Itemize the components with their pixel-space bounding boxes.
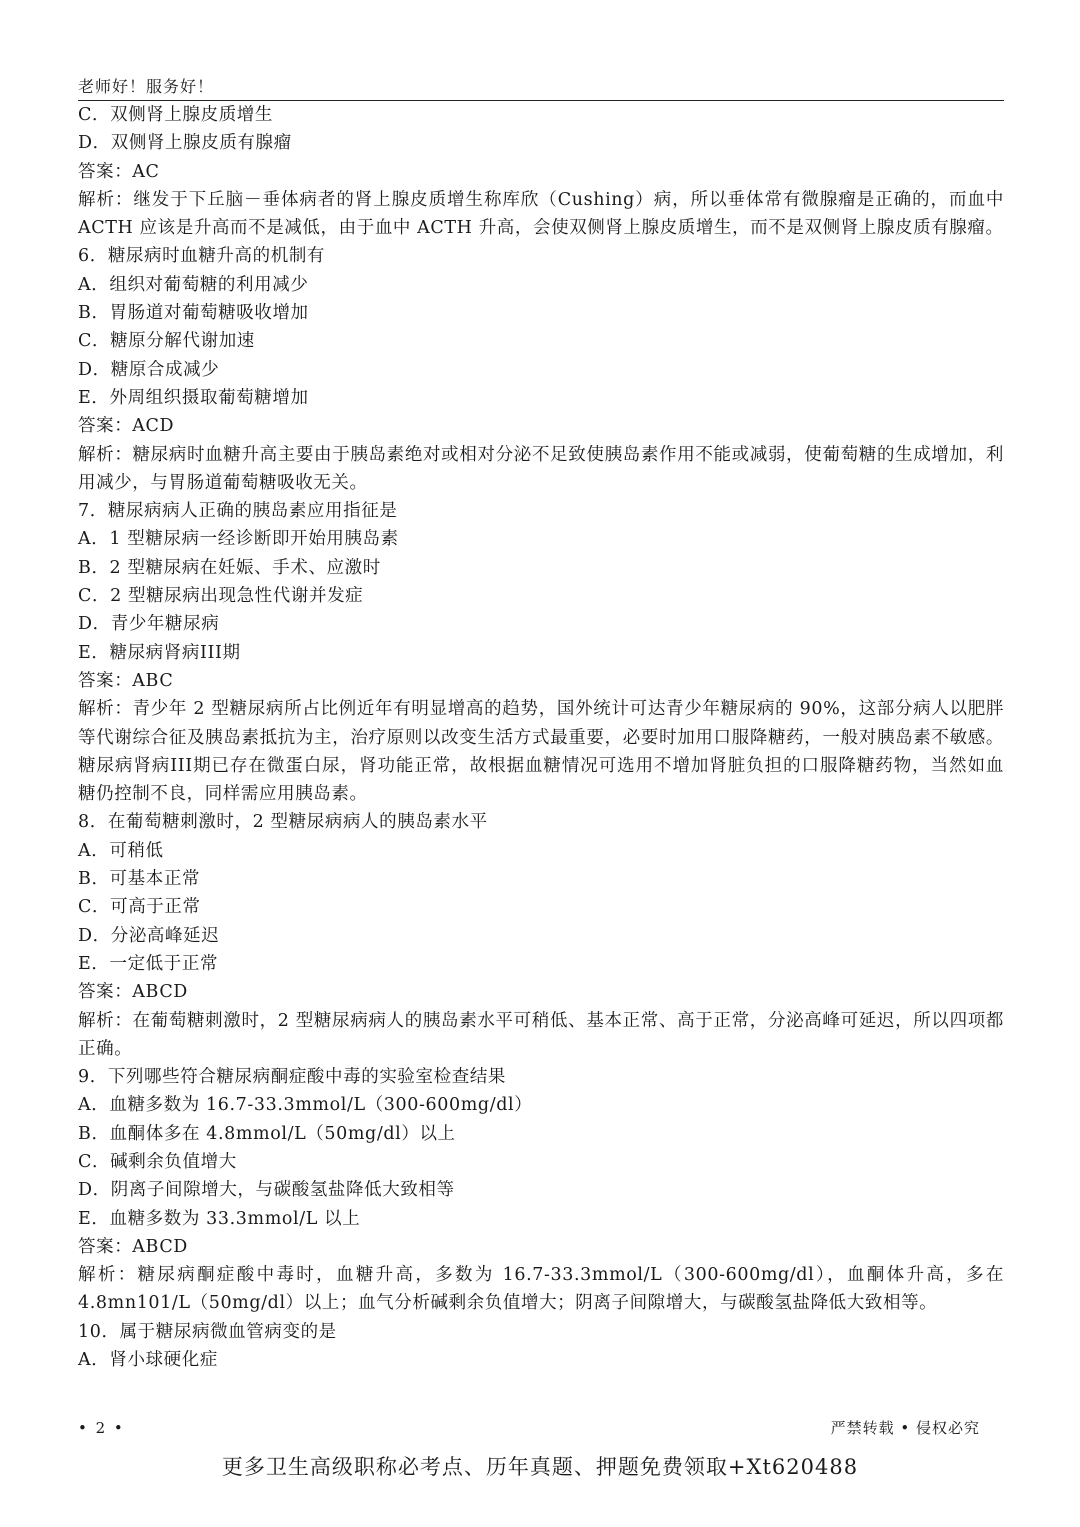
- option-line: A．血糖多数为 16.7-33.3mmol/L（300-600mg/dl）: [78, 1095, 533, 1116]
- option-line: B．可基本正常: [78, 869, 201, 890]
- option-line: C．可高于正常: [78, 897, 201, 918]
- option-line: E．一定低于正常: [78, 953, 219, 974]
- question-title: 8．在葡萄糖刺激时，2 型糖尿病病人的胰岛素水平: [78, 812, 488, 833]
- option-line: C．碱剩余负值增大: [78, 1151, 237, 1172]
- answer-line: 答案：AC: [78, 161, 160, 182]
- copyright-notice: 严禁转载 • 侵权必究: [830, 1419, 980, 1437]
- explanation-paragraph: 解析：在葡萄糖刺激时，2 型糖尿病病人的胰岛素水平可稍低、基本正常、高于正常，分泌高峰可延迟，所以四项都正确。: [78, 1010, 1004, 1059]
- explanation-paragraph: 解析：青少年 2 型糖尿病所占比例近年有明显增高的趋势，国外统计可达青少年糖尿病的 90%，这部分病人以肥胖等代谢综合征及胰岛素抵抗为主，治疗原则以改变生活方式最重要，必要时加用口服降糖药，一般对胰岛素不敏感。糖尿病肾病III期已存在微蛋白尿，肾功能正常，故根据血糖情况可选用不增加肾脏负担的口服降糖药物，当然如血糖仍控制不良，同样需应用胰岛素。: [78, 699, 1004, 805]
- document-body: [78, 101, 1004, 1374]
- answer-line: 答案：ABC: [78, 670, 174, 691]
- question-title: 9．下列哪些符合糖尿病酮症酸中毒的实验室检查结果: [78, 1067, 507, 1088]
- option-line: D．分泌高峰延迟: [78, 925, 220, 946]
- option-line: A．组织对葡萄糖的利用减少: [78, 274, 309, 295]
- option-line: B．胃肠道对葡萄糖吸收增加: [78, 303, 309, 324]
- explanation-paragraph: 解析：继发于下丘脑－垂体病者的肾上腺皮质增生称库欣（Cushing）病，所以垂体常有微腺瘤是正确的，而血中 ACTH 应该是升高而不是减低，由于血中 ACTH 升高，会使双侧肾上腺皮质增生，而不是双侧肾上腺皮质有腺瘤。: [78, 189, 1004, 239]
- option-line: A．可稍低: [78, 840, 164, 861]
- option-line: C．2 型糖尿病出现急性代谢并发症: [78, 586, 364, 607]
- option-line: C．双侧肾上腺皮质增生: [78, 105, 273, 125]
- promo-banner: 更多卫生高级职称必考点、历年真题、押题免费领取+Xt620488: [221, 1455, 859, 1479]
- option-line: A．肾小球硬化症: [78, 1350, 218, 1371]
- option-line: B．2 型糖尿病在妊娠、手术、应激时: [78, 557, 381, 578]
- option-line: E．血糖多数为 33.3mmol/L 以上: [78, 1208, 361, 1229]
- question-title: 10．属于糖尿病微血管病变的是: [78, 1321, 337, 1342]
- option-line: D．双侧肾上腺皮质有腺瘤: [78, 133, 292, 154]
- explanation-paragraph: 解析：糖尿病酮症酸中毒时，血糖升高，多数为 16.7-33.3mmol/L（300-600mg/dl），血酮体升高，多在 4.8mn101/L（50mg/dl）以上；血气分析碱剩余负值增大；阴离子间隙增大，与碳酸氢盐降低大致相等。: [78, 1265, 1004, 1314]
- explanation-paragraph: 解析：糖尿病时血糖升高主要由于胰岛素绝对或相对分泌不足致使胰岛素作用不能或减弱，使葡萄糖的生成增加，利用减少，与胃肠道葡萄糖吸收无关。: [78, 444, 1004, 493]
- option-line: D．青少年糖尿病: [78, 614, 220, 635]
- option-line: B．血酮体多在 4.8mmol/L（50mg/dl）以上: [78, 1123, 456, 1144]
- option-line: D．糖原合成减少: [78, 359, 220, 380]
- header-text: 老师好！服务好！: [78, 77, 215, 96]
- answer-line: 答案：ABCD: [78, 1236, 188, 1257]
- page-header: [78, 76, 1004, 101]
- option-line: D．阴离子间隙增大，与碳酸氢盐降低大致相等: [78, 1180, 455, 1201]
- question-title: 6．糖尿病时血糖升高的机制有: [78, 246, 326, 267]
- option-line: E．糖尿病肾病III期: [78, 642, 241, 663]
- answer-line: 答案：ABCD: [78, 982, 188, 1003]
- option-line: C．糖原分解代谢加速: [78, 331, 255, 352]
- question-title: 7．糖尿病病人正确的胰岛素应用指征是: [78, 501, 398, 522]
- page-footer: [78, 1417, 980, 1439]
- option-line: A．1 型糖尿病一经诊断即开始用胰岛素: [78, 529, 399, 550]
- answer-line: 答案：ACD: [78, 416, 175, 437]
- option-line: E．外周组织摄取葡萄糖增加: [78, 387, 309, 408]
- page-number: • 2 •: [78, 1419, 125, 1437]
